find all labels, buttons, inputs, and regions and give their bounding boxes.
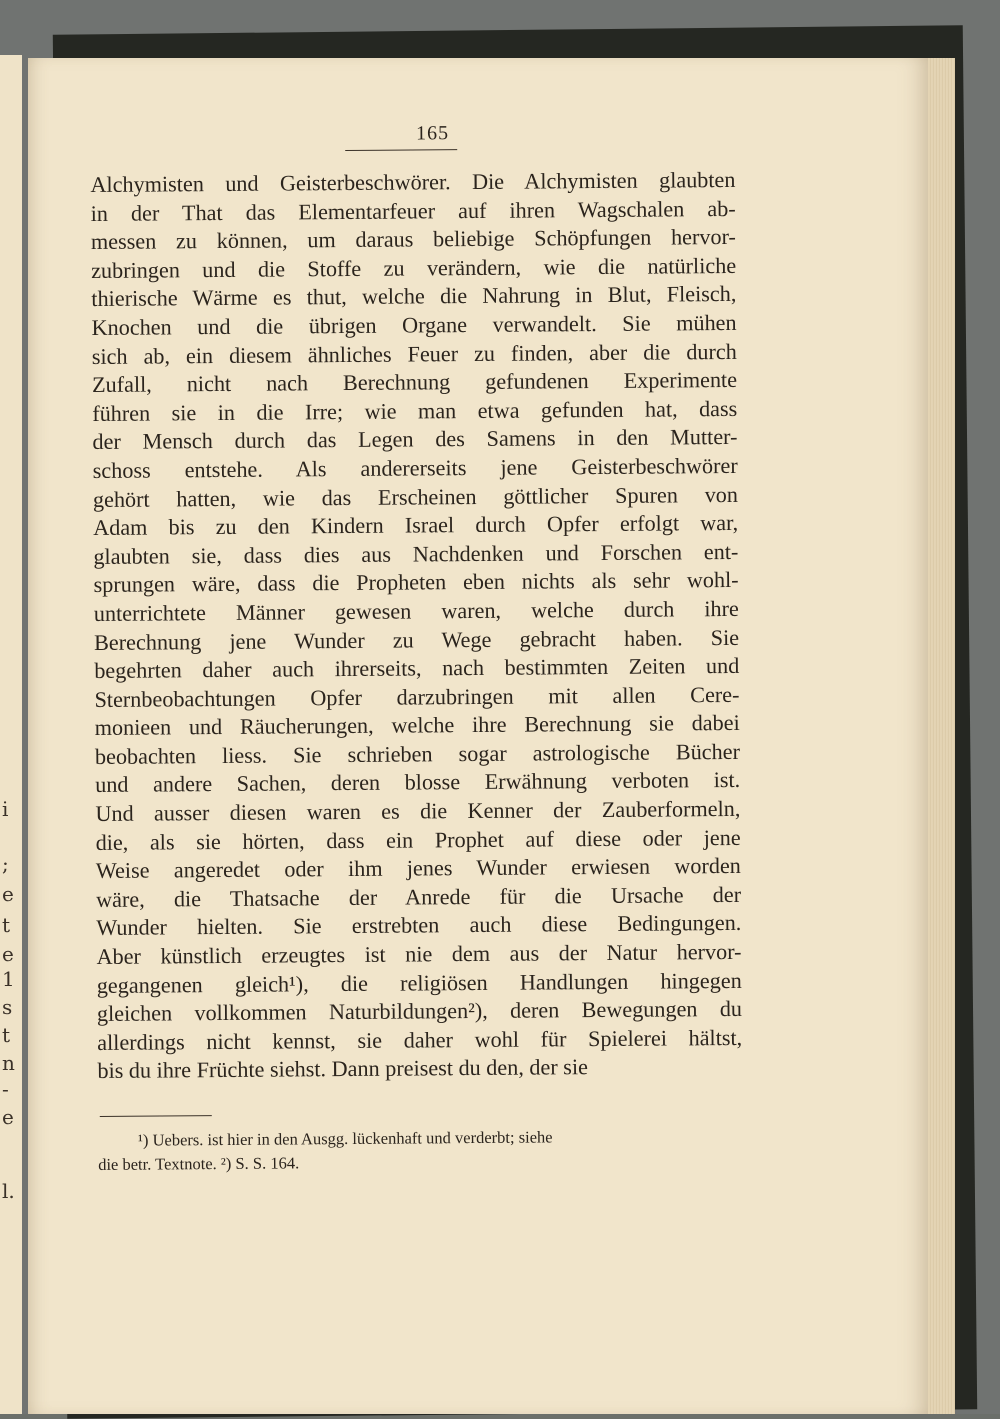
text-line: allerdings nicht kennst, sie daher wohl für Spielerei hältst,	[97, 1024, 743, 1055]
left-page-strip	[0, 55, 22, 1414]
left-page-fragment: 1	[2, 967, 15, 991]
text-line: Sternbeobachtungen Opfer darzubringen mit allen Cere-	[94, 681, 740, 712]
text-line: zubringen und die Stoffe zu verändern, wie die natürliche	[91, 252, 737, 283]
text-line: gegangenen gleich¹), die religiösen Handlungen hingegen	[96, 967, 742, 998]
text-line: in der That das Elementarfeuer auf ihren Wagschalen ab-	[90, 195, 736, 226]
footnote-line: ¹) Uebers. ist hier in den Ausgg. lückenhaft und verderbt; siehe	[137, 1127, 553, 1150]
page-number: 165	[415, 122, 450, 145]
text-line: und andere Sachen, deren blosse Erwähnung verboten ist.	[95, 767, 741, 798]
left-page-fragment: ;	[2, 852, 9, 876]
text-line: Adam bis zu den Kindern Israel durch Opfer erfolgt war,	[93, 510, 739, 541]
text-line: messen zu können, um daraus beliebige Schöpfungen hervor-	[90, 224, 736, 255]
text-line: Zufall, nicht nach Berechnung gefundenen Experimente	[91, 367, 738, 398]
text-line: bis du ihre Früchte siehst. Dann preisest du den, der sie	[97, 1054, 589, 1084]
text-line: Berechnung jene Wunder zu Wege gebracht haben. Sie	[93, 624, 740, 655]
page-content	[90, 120, 743, 1177]
page-number-rule	[345, 149, 457, 151]
text-line: die, als sie hörten, dass ein Prophet auf diese oder jene	[95, 824, 741, 855]
text-line: führen sie in die Irre; wie man etwa gefunden hat, dass	[92, 395, 738, 426]
text-line: Knochen und die übrigen Organe verwandelt. Sie mühen	[91, 309, 737, 340]
text-line: beobachten liess. Sie schrieben sogar astrologische Bücher	[94, 738, 741, 769]
text-line: monieen und Räucherungen, welche ihre Berechnung sie dabei	[94, 710, 740, 741]
text-line: begehrten daher auch ihrerseits, nach bestimmten Zeiten und	[94, 653, 740, 684]
text-line: Alchymisten und Geisterbeschwörer. Die Alchymisten glaubten	[90, 166, 736, 197]
footnote-line: die betr. Textnote. ²) S. S. 164.	[98, 1153, 300, 1174]
left-page-fragment: i	[2, 797, 9, 821]
left-page-fragment: e	[2, 882, 14, 906]
text-line: sich ab, ein diesem ähnliches Feuer zu finden, aber die durch	[91, 338, 737, 369]
text-line: gleichen vollkommen Naturbildungen²), deren Bewegungen du	[96, 996, 743, 1027]
text-line: Wunder hielten. Sie erstrebten auch diese Bedingungen.	[96, 910, 742, 941]
left-page-fragment: l.	[2, 1179, 15, 1203]
text-line: Und ausser diesen waren es die Kenner der Zauberformeln,	[95, 795, 741, 827]
text-line: unterrichtete Männer gewesen waren, welche durch ihre	[93, 595, 739, 626]
footnotes	[98, 1124, 743, 1177]
text-line: schoss entstehe. Als andererseits jene Geisterbeschwörer	[92, 452, 738, 483]
footnote-rule	[100, 1115, 212, 1117]
body-text	[90, 166, 742, 1086]
text-line: wäre, die Thatsache der Anrede für die Ursache der	[95, 881, 742, 912]
text-line: Aber künstlich erzeugtes ist nie dem aus der Natur hervor-	[96, 938, 742, 970]
text-line: sprungen wäre, dass die Propheten eben nichts als sehr wohl-	[93, 567, 739, 598]
left-page-fragment: -	[2, 1077, 9, 1101]
text-line: thierische Wärme es thut, welche die Nahrung in Blut, Fleisch,	[91, 281, 737, 312]
left-page-fragment: s	[2, 995, 13, 1019]
text-line: der Mensch durch das Legen des Samens in den Mutter-	[92, 424, 738, 455]
text-line: glaubten sie, dass dies aus Nachdenken und Forschen ent-	[93, 538, 739, 569]
text-line: Weise angeredet oder ihm jenes Wunder erwiesen worden	[95, 853, 741, 884]
left-page-fragment: e	[2, 1105, 14, 1129]
left-page-fragment: e	[2, 942, 14, 966]
text-line: gehört hatten, wie das Erscheinen göttlicher Spuren von	[92, 481, 739, 512]
left-page-fragment: t	[2, 1023, 11, 1047]
left-page-fragment: t	[2, 913, 11, 937]
left-page-fragment: n	[2, 1051, 15, 1075]
